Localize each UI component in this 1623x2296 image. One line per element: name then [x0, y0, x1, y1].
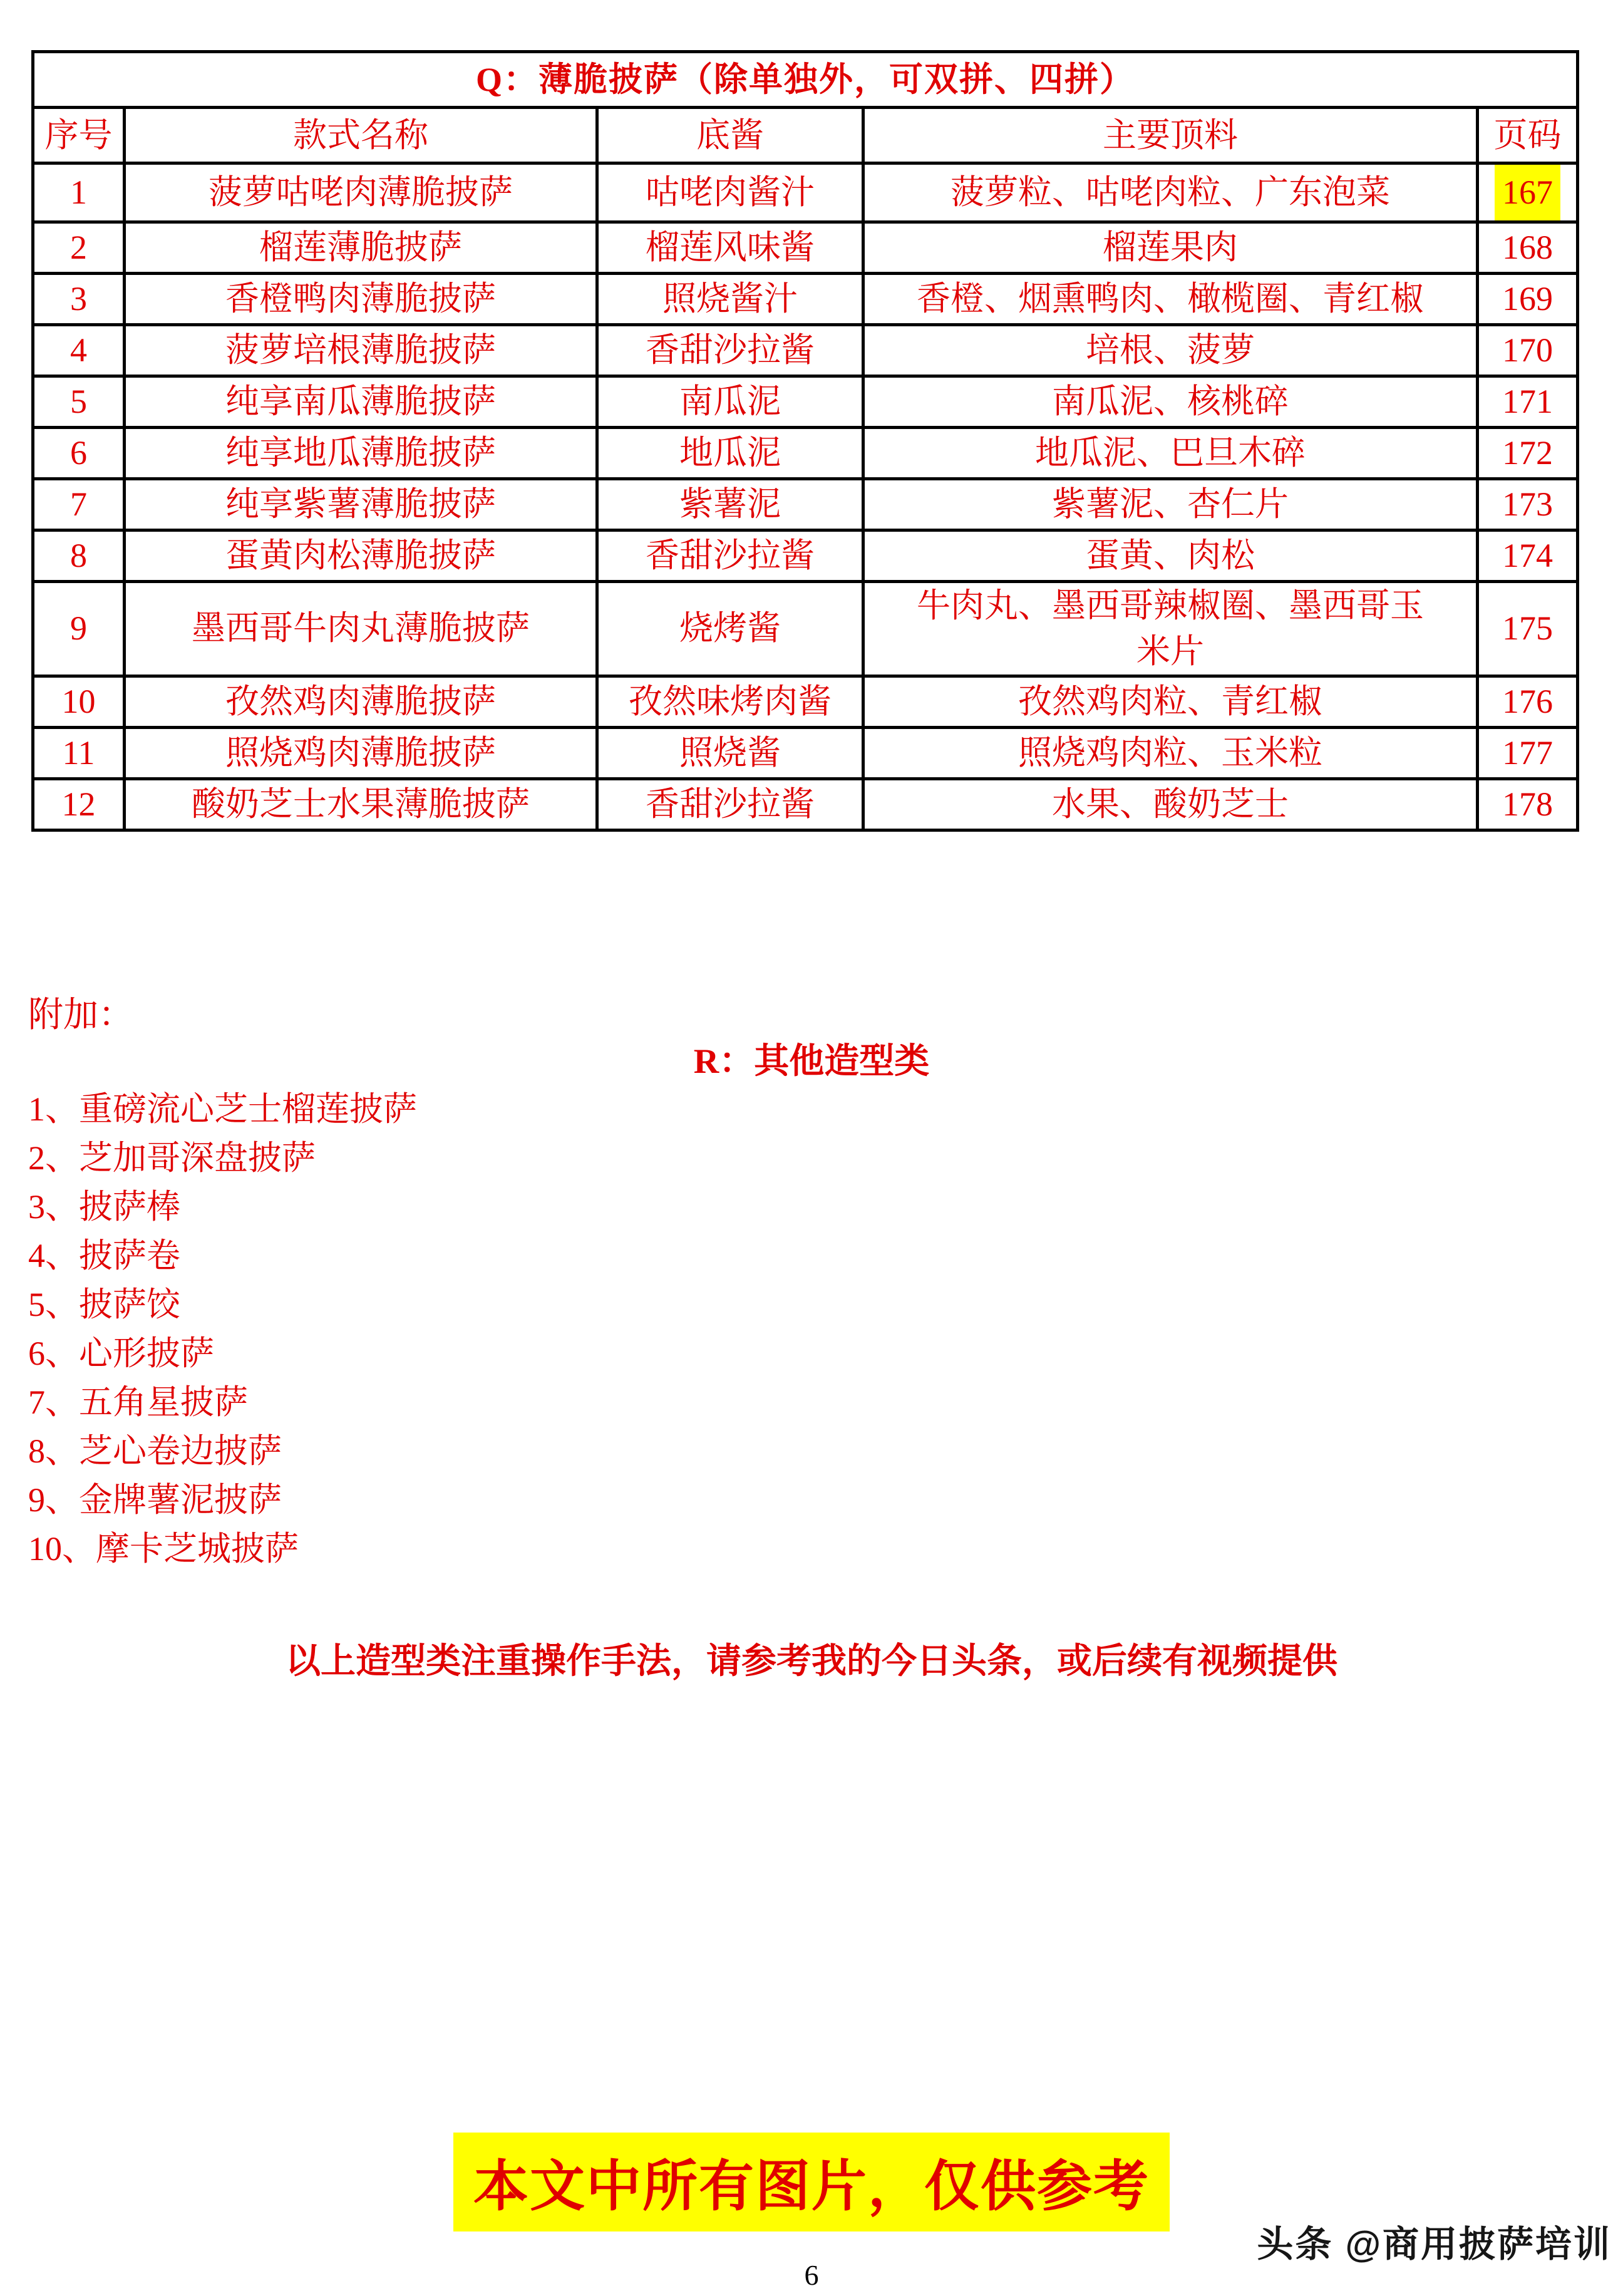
appendix-item: 6、心形披萨: [28, 1335, 214, 1372]
cell-toppings: 紫薯泥、杏仁片: [863, 478, 1478, 530]
cell-no: 10: [33, 676, 125, 727]
cell-no: 6: [33, 427, 125, 478]
cell-page-number: 168: [1478, 222, 1578, 273]
cell-page-number: 171: [1478, 376, 1578, 427]
appendix-item: 1、重磅流心芝士榴莲披萨: [28, 1090, 417, 1128]
cell-base-sauce: 咕咾肉酱汁: [597, 163, 863, 222]
cell-page-number: 169: [1478, 273, 1578, 324]
header-page: 页码: [1478, 108, 1578, 163]
cell-base-sauce: 照烧酱汁: [597, 273, 863, 324]
disclaimer-banner: 本文中所有图片，仅供参考: [453, 2133, 1170, 2231]
cell-style-name: 孜然鸡肉薄脆披萨: [125, 676, 597, 727]
appendix-item: 9、金牌薯泥披萨: [28, 1481, 282, 1519]
cell-no: 1: [33, 163, 125, 222]
cell-style-name: 酸奶芝士水果薄脆披萨: [125, 778, 597, 830]
cell-toppings: 菠萝粒、咕咾肉粒、广东泡菜: [863, 163, 1478, 222]
cell-style-name: 纯享南瓜薄脆披萨: [125, 376, 597, 427]
cell-no: 12: [33, 778, 125, 830]
appendix-list: [28, 1085, 417, 1573]
cell-toppings: 南瓜泥、核桃碎: [863, 376, 1478, 427]
cell-no: 8: [33, 530, 125, 581]
cell-toppings: 培根、菠萝: [863, 324, 1478, 376]
cell-page-number: 173: [1478, 478, 1578, 530]
cell-no: 7: [33, 478, 125, 530]
table-row: [33, 581, 1578, 676]
appendix-item: 4、披萨卷: [28, 1237, 180, 1275]
appendix-item: 5、披萨饺: [28, 1286, 180, 1323]
cell-toppings: 照烧鸡肉粒、玉米粒: [863, 727, 1478, 778]
cell-style-name: 墨西哥牛肉丸薄脆披萨: [125, 581, 597, 676]
cell-no: 11: [33, 727, 125, 778]
cell-toppings: 牛肉丸、墨西哥辣椒圈、墨西哥玉米片: [863, 581, 1478, 676]
appendix-section-heading: R：其他造型类: [693, 1042, 930, 1081]
cell-page-number: 175: [1478, 581, 1578, 676]
cell-style-name: 蛋黄肉松薄脆披萨: [125, 530, 597, 581]
cell-base-sauce: 地瓜泥: [597, 427, 863, 478]
cell-page-number: 172: [1478, 427, 1578, 478]
header-no: 序号: [33, 108, 125, 163]
appendix-item: 10、摩卡芝城披萨: [28, 1530, 299, 1568]
cell-toppings: 蛋黄、肉松: [863, 530, 1478, 581]
cell-page-number: 176: [1478, 676, 1578, 727]
cell-toppings: 孜然鸡肉粒、青红椒: [863, 676, 1478, 727]
cell-no: 9: [33, 581, 125, 676]
cell-base-sauce: 南瓜泥: [597, 376, 863, 427]
appendix-label: 附加：: [28, 996, 133, 1035]
cell-base-sauce: 榴莲风味酱: [597, 222, 863, 273]
table-row: [33, 778, 1578, 830]
header-toppings: 主要顶料: [863, 108, 1478, 163]
cell-toppings: 水果、酸奶芝士: [863, 778, 1478, 830]
table-row: [33, 427, 1578, 478]
cell-page-number: 174: [1478, 530, 1578, 581]
table-row: [33, 163, 1578, 222]
cell-base-sauce: 香甜沙拉酱: [597, 778, 863, 830]
appendix-item: 3、披萨棒: [28, 1188, 180, 1226]
toutiao-watermark: 头条 @商用披萨培训: [1257, 2224, 1612, 2265]
cell-style-name: 照烧鸡肉薄脆披萨: [125, 727, 597, 778]
cell-no: 4: [33, 324, 125, 376]
cell-style-name: 榴莲薄脆披萨: [125, 222, 597, 273]
appendix-note: 以上造型类注重操作手法，请参考我的今日头条，或后续有视频提供: [286, 1642, 1337, 1681]
table-row: [33, 324, 1578, 376]
cell-toppings: 地瓜泥、巴旦木碎: [863, 427, 1478, 478]
cell-base-sauce: 照烧酱: [597, 727, 863, 778]
cell-toppings: 香橙、烟熏鸭肉、橄榄圈、青红椒: [863, 273, 1478, 324]
cell-no: 3: [33, 273, 125, 324]
table-row: [33, 376, 1578, 427]
table-title-row: [33, 52, 1578, 108]
page-number: 6: [804, 2259, 819, 2291]
highlighted-page-number: 167: [1495, 165, 1560, 220]
cell-base-sauce: 孜然味烤肉酱: [597, 676, 863, 727]
cell-style-name: 香橙鸭肉薄脆披萨: [125, 273, 597, 324]
header-base-sauce: 底酱: [597, 108, 863, 163]
cell-style-name: 纯享紫薯薄脆披萨: [125, 478, 597, 530]
table-row: [33, 478, 1578, 530]
table-title: Q：薄脆披萨（除单独外，可双拼、四拼）: [33, 52, 1578, 108]
cell-page-number: 170: [1478, 324, 1578, 376]
thin-crust-pizza-table: [31, 50, 1579, 832]
cell-style-name: 纯享地瓜薄脆披萨: [125, 427, 597, 478]
cell-style-name: 菠萝培根薄脆披萨: [125, 324, 597, 376]
cell-page-number: 177: [1478, 727, 1578, 778]
table-header-row: [33, 108, 1578, 163]
cell-toppings: 榴莲果肉: [863, 222, 1478, 273]
cell-no: 2: [33, 222, 125, 273]
cell-page-number: [1478, 163, 1578, 222]
appendix-item: 7、五角星披萨: [28, 1383, 248, 1421]
appendix-item: 8、芝心卷边披萨: [28, 1432, 282, 1470]
appendix-item: 2、芝加哥深盘披萨: [28, 1139, 316, 1177]
cell-style-name: 菠萝咕咾肉薄脆披萨: [125, 163, 597, 222]
table-row: [33, 676, 1578, 727]
cell-base-sauce: 香甜沙拉酱: [597, 530, 863, 581]
table-row: [33, 530, 1578, 581]
table-row: [33, 273, 1578, 324]
cell-base-sauce: 烧烤酱: [597, 581, 863, 676]
header-style-name: 款式名称: [125, 108, 597, 163]
table-row: [33, 222, 1578, 273]
cell-base-sauce: 紫薯泥: [597, 478, 863, 530]
cell-page-number: 178: [1478, 778, 1578, 830]
table-row: [33, 727, 1578, 778]
cell-no: 5: [33, 376, 125, 427]
cell-base-sauce: 香甜沙拉酱: [597, 324, 863, 376]
